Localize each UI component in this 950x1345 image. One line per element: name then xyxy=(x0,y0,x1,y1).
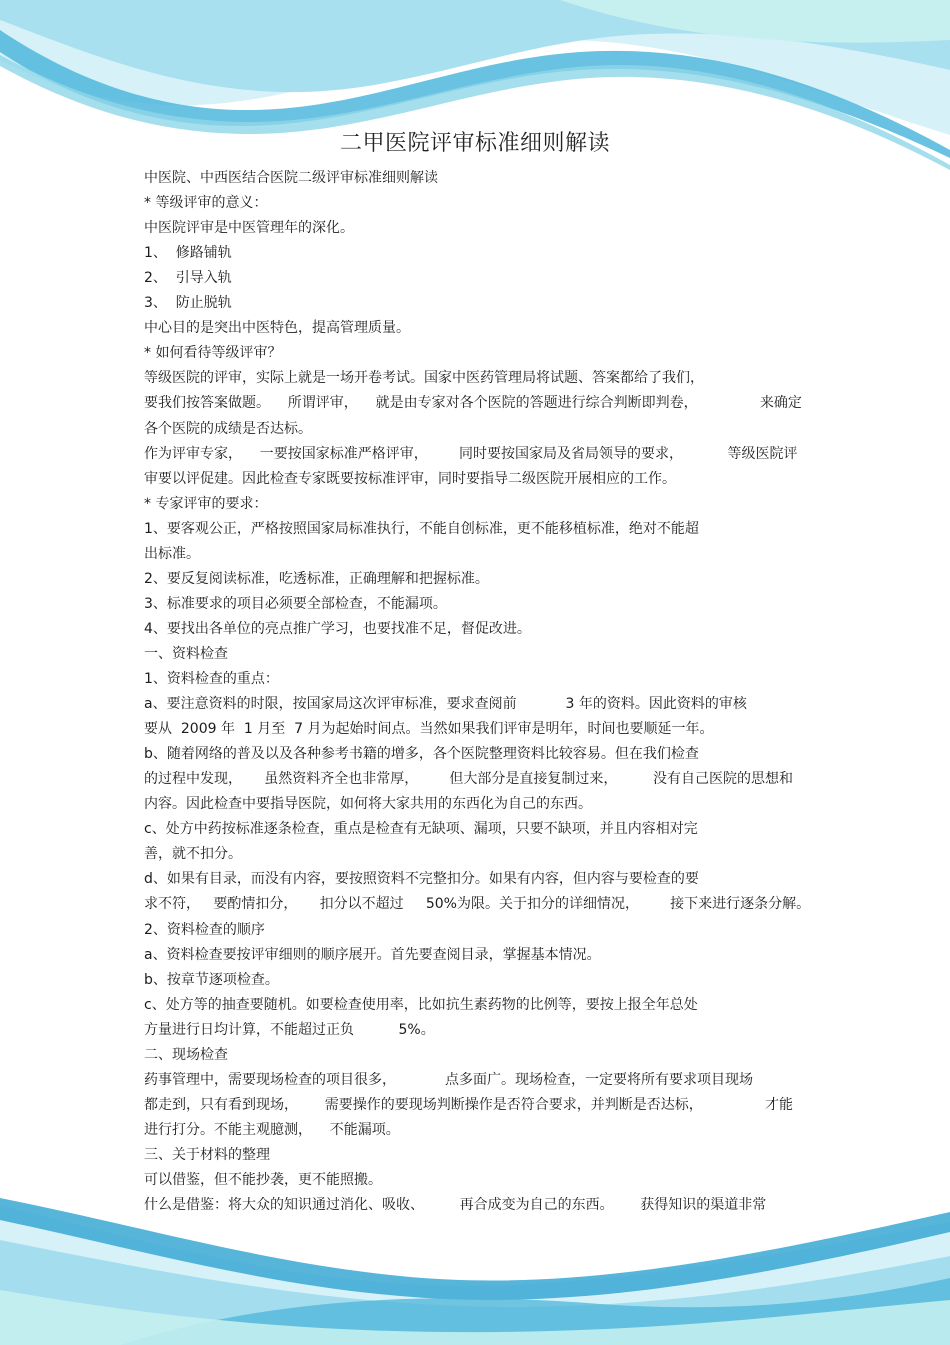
text-line: 药事管理中，需要现场检查的项目很多， 点多面广。现场检查，一定要将所有要求项目现场 xyxy=(144,1071,753,1088)
text-line: 可以借鉴，但不能抄袭，更不能照搬。 xyxy=(144,1172,382,1188)
text-line: 2、资料检查的顺序 xyxy=(144,921,265,938)
text-line: 审要以评促建。因此检查专家既要按标准评审，同时要指导二级医院开展相应的工作。 xyxy=(144,470,676,487)
text-line: 2、 引导入轨 xyxy=(144,270,232,287)
text-line: 都走到，只有看到现场， 需要操作的要现场判断操作是否符合要求，并判断是否达标， 才能 xyxy=(144,1096,794,1113)
text-line: 要我们按答案做题。 所谓评审， 就是由专家对各个医院的答题进行综合判断即判卷， 来确定 xyxy=(144,395,802,412)
text-line: 的过程中发现， 虽然资料齐全也非常厚， 但大部分是直接复制过来， 没有自己医院的思想和 xyxy=(144,771,794,788)
text-line: 2、要反复阅读标准，吃透标准，正确理解和把握标准。 xyxy=(144,570,489,587)
text-line: * 专家评审的要求： xyxy=(144,495,268,512)
text-line: * 等级评审的意义： xyxy=(144,195,268,212)
text-line: d、如果有目录，而没有内容，要按照资料不完整扣分。如果有内容，但内容与要检查的要 xyxy=(144,871,699,888)
text-line: 内容。因此检查中要指导医院，如何将大家共用的东西化为自己的东西。 xyxy=(144,796,592,813)
text-line: 1、资料检查的重点： xyxy=(144,671,279,687)
text-line: b、随着网络的普及以及各种参考书籍的增多，各个医院整理资料比较容易。但在我们检查 xyxy=(144,746,699,763)
text-line: 进行打分。不能主观臆测， 不能漏项。 xyxy=(144,1121,400,1138)
text-line: 要从 2009 年 1 月至 7 月为起始时间点。当然如果我们评审是明年，时间也要顺延一年。 xyxy=(144,721,714,738)
text-line: c、处方中药按标准逐条检查，重点是检查有无缺项、漏项，只要不缺项，并且内容相对完 xyxy=(144,821,698,838)
text-line: 出标准。 xyxy=(144,545,200,562)
text-line: 二、现场检查 xyxy=(144,1046,228,1063)
text-line: a、资料检查要按评审细则的顺序展开。首先要查阅目录，掌握基本情况。 xyxy=(144,946,601,963)
text-line: 方量进行日均计算，不能超过正负 5%。 xyxy=(144,1021,435,1038)
text-line: 4、要找出各单位的亮点推广学习，也要找准不足，督促改进。 xyxy=(144,620,531,637)
text-line: 中医院、中西医结合医院二级评审标准细则解读 xyxy=(144,170,438,186)
text-line: b、按章节逐项检查。 xyxy=(144,971,279,988)
text-line: 什么是借鉴：将大众的知识通过消化、吸收、 再合成变为自己的东西。 获得知识的渠道非常 xyxy=(144,1197,767,1214)
text-line: * 如何看待等级评审？ xyxy=(144,345,282,362)
text-line: a、要注意资料的时限，按国家局这次评审标准，要求查阅前 3 年的资料。因此资料的审核 xyxy=(144,696,747,713)
text-line: 求不符， 要酌情扣分， 扣分以不超过 50%为限。关于扣分的详细情况， 接下来进行逐条分解。 xyxy=(144,896,811,913)
text-line: 善，就不扣分。 xyxy=(144,846,242,863)
text-line: 中医院评审是中医管理年的深化。 xyxy=(144,220,354,237)
text-line: 1、要客观公正，严格按照国家局标准执行，不能自创标准，更不能移植标准，绝对不能超 xyxy=(144,520,699,537)
text-line: c、处方等的抽查要随机。如要检查使用率，比如抗生素药物的比例等，要按上报全年总处 xyxy=(144,996,698,1013)
text-line: 等级医院的评审，实际上就是一场开卷考试。国家中医药管理局将试题、答案都给了我们， xyxy=(144,370,704,387)
text-line: 1、 修路铺轨 xyxy=(144,245,232,262)
text-line: 作为评审专家， 一要按国家标准严格评审， 同时要按国家局及省局领导的要求， 等级医院评 xyxy=(144,445,798,462)
text-line: 三、关于材料的整理 xyxy=(144,1146,270,1163)
text-line: 各个医院的成绩是否达标。 xyxy=(144,420,312,437)
text-line: 3、标准要求的项目必须要全部检查，不能漏项。 xyxy=(144,595,447,612)
text-line: 中心目的是突出中医特色，提高管理质量。 xyxy=(144,320,410,337)
document-title: 二甲医院评审标准细则解读 xyxy=(339,131,610,156)
text-line: 一、资料检查 xyxy=(144,645,228,662)
text-line: 3、 防止脱轨 xyxy=(144,295,232,312)
